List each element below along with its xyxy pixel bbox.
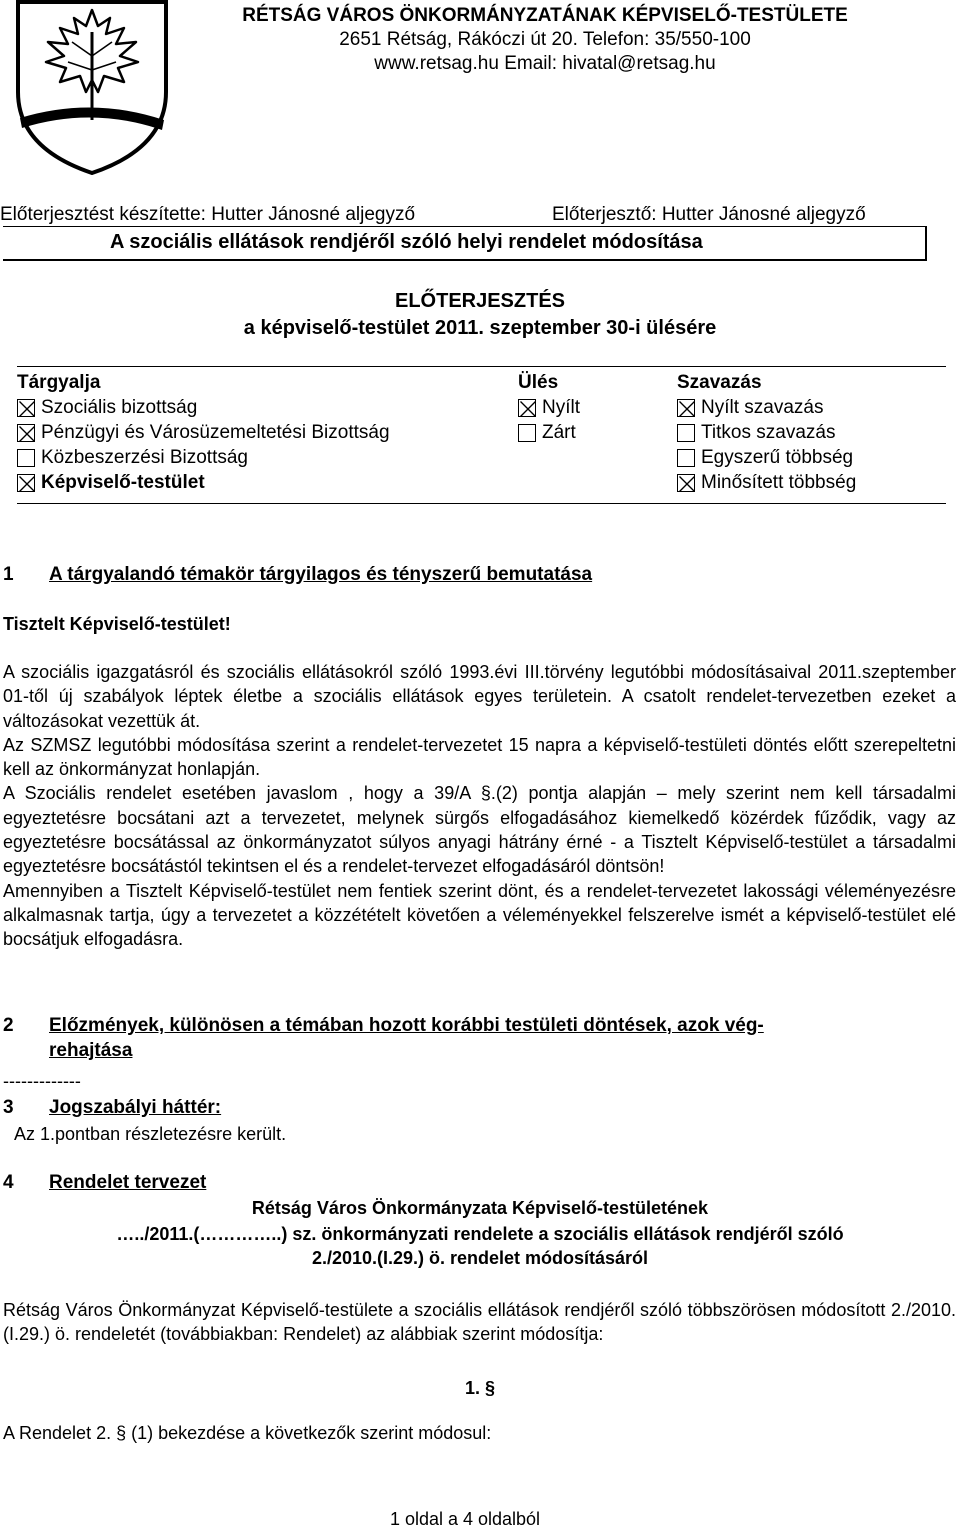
targyalja-option [17,396,197,420]
empty-box-icon [677,449,695,467]
szavazas-option [677,446,853,470]
section-3-title: Jogszabályi háttér: [49,1097,222,1118]
col-header-szavazas: Szavazás [677,372,762,393]
decree-title-line2: 2./2010.(I.29.) ö. rendelet módosításáról [311,1248,649,1268]
salutation: Tisztelt Képviselő-testület! [3,614,231,634]
section-2-number: 2 [3,1015,14,1036]
targyalja-option [17,471,205,495]
szavazas-option [677,421,835,445]
section-4-number: 4 [3,1172,14,1193]
doc-type: ELŐTERJESZTÉS [394,290,566,312]
prepared-by: Előterjesztést készítette: Hutter Jánosné aljegyző [0,204,416,225]
szavazas-option-label: Minősített többség [701,472,857,493]
meeting-line: a képviselő-testület 2011. szeptember 30-i ülésére [243,317,717,339]
paragraph: Amennyiben a Tisztelt Képviselő-testület nem fentiek szerint dönt, és a rendelet-tervezetet lakossági véleményezésre alkalmasnak tartja, úgy a tervezetet a közzétételt követően a véleményekkel felszerelve ismét a képviselő-testület elé bocsátjuk elfogadásra. [3,880,956,950]
section-2-dashes: ------------- [3,1071,81,1091]
szavazas-option [677,396,823,420]
targyalja-option [17,421,390,445]
szavazas-option [677,471,856,495]
checked-box-icon [677,399,695,417]
checked-box-icon [17,474,35,492]
checked-box-icon [17,399,35,417]
section-2-title-line1: Előzmények, különösen a témában hozott korábbi testületi döntések, azok vég- [49,1015,764,1036]
paragraph: Az SZMSZ legutóbbi módosítása szerint a rendelet-tervezetet 15 napra a képviselő-testületi döntés előtt szerepeltetni kell az önkormányzat honlapján. [3,734,956,780]
col-header-targyalja: Tárgyalja [17,372,101,393]
targyalja-option [17,446,248,470]
council-web-email: www.retsag.hu Email: hivatal@retsag.hu [374,53,716,74]
checked-box-icon [677,474,695,492]
section-4-title: Rendelet tervezet [49,1172,207,1193]
checked-box-icon [518,399,536,417]
empty-box-icon [518,424,536,442]
paragraph: A szociális igazgatásról és szociális ellátásokról szóló 1993.évi III.törvény legutóbbi módosításaival 2011.szeptember 01-től új szabályok léptek életbe a szociális ellátások egyes területein. A csatolt rendelet-tervezetben ezeket a változásokat vezettük át. [3,662,956,731]
szavazas-option-label: Titkos szavazás [701,422,836,443]
empty-box-icon [17,449,35,467]
empty-box-icon [677,424,695,442]
ules-option [518,396,580,420]
matrix-top-rule [17,366,946,367]
szavazas-option-label: Nyílt szavazás [701,397,824,418]
ules-option-label: Nyílt [542,397,580,418]
section-4-heading [3,1171,403,1195]
paragraph: A Szociális rendelet esetében javaslom , hogy a 39/A §.(2) pontja alapján – mely szerint nem kell társadalmi egyeztetésre bocsátani azt a tervezetet, melynek sürgős elfogadásához kiemelkedő közérdek fűződik, vagy az egyeztetésre bocsátással az önkormányzatot súlyos anyagi hátrány érné - a Tisztelt Képviselő-testület a társadalmi egyeztetésre bocsátástól tekintsen el és a rendelet-tervezet elfogadásáról döntsön! [3,783,956,877]
decree-intro: Rétság Város Önkormányzat Képviselő-testülete a szociális ellátások rendjéről szóló többszörösen módosított 2./2010.(I.29.) ö. rendeletét (továbbiakban: Rendelet) az alábbiak szerint módosítja: [3,1300,956,1345]
section-3-text: Az 1.pontban részletezésre került. [14,1124,287,1144]
szavazas-option-label: Egyszerű többség [701,447,854,468]
matrix-bottom-rule [17,503,946,504]
council-address: 2651 Rétság, Rákóczi út 20. Telefon: 35/550-100 [339,29,751,50]
col-header-ules: Ülés [518,372,559,393]
targyalja-option-label: Szociális bizottság [41,397,198,418]
section-1-number: 1 [3,564,14,585]
council-title: RÉTSÁG VÁROS ÖNKORMÁNYZATÁNAK KÉPVISELŐ-TESTÜLETE [242,5,848,26]
section-1-heading [3,563,903,587]
article-number: 1. § [464,1378,496,1398]
targyalja-option-label: Pénzügyi és Városüzemeltetési Bizottság [41,422,390,443]
decree-issuer: Rétság Város Önkormányzata Képviselő-testületének [251,1198,709,1218]
page-footer: 1 oldal a 4 oldalból [389,1509,541,1529]
submitted-by: Előterjesztő: Hutter Jánosné aljegyző [552,204,866,225]
section-3-heading [3,1096,403,1120]
targyalja-option-label: Közbeszerzési Bizottság [41,447,248,468]
ules-option [518,421,576,445]
section-2-title-line2: rehajtása [49,1040,133,1061]
decree-title-line1: …../2011.(…………..) sz. önkormányzati rendelete a szociális ellátások rendjéről szóló [116,1224,844,1244]
section-3-number: 3 [3,1097,14,1118]
coat-of-arms [0,0,185,175]
section-2-heading [3,1014,960,1064]
section-1-title: A tárgyalandó témakör tárgyilagos és tényszerű bemutatása [49,564,593,585]
article-text: A Rendelet 2. § (1) bekezdése a következők szerint módosul: [3,1423,492,1443]
town-coat-of-arms-leaf-icon [0,0,185,175]
targyalja-option-label: Képviselő-testület [41,472,205,493]
checked-box-icon [17,424,35,442]
subject-title: A szociális ellátások rendjéről szóló helyi rendelet módosítása [110,231,703,253]
ules-option-label: Zárt [542,422,576,443]
section-1-body [3,660,956,952]
